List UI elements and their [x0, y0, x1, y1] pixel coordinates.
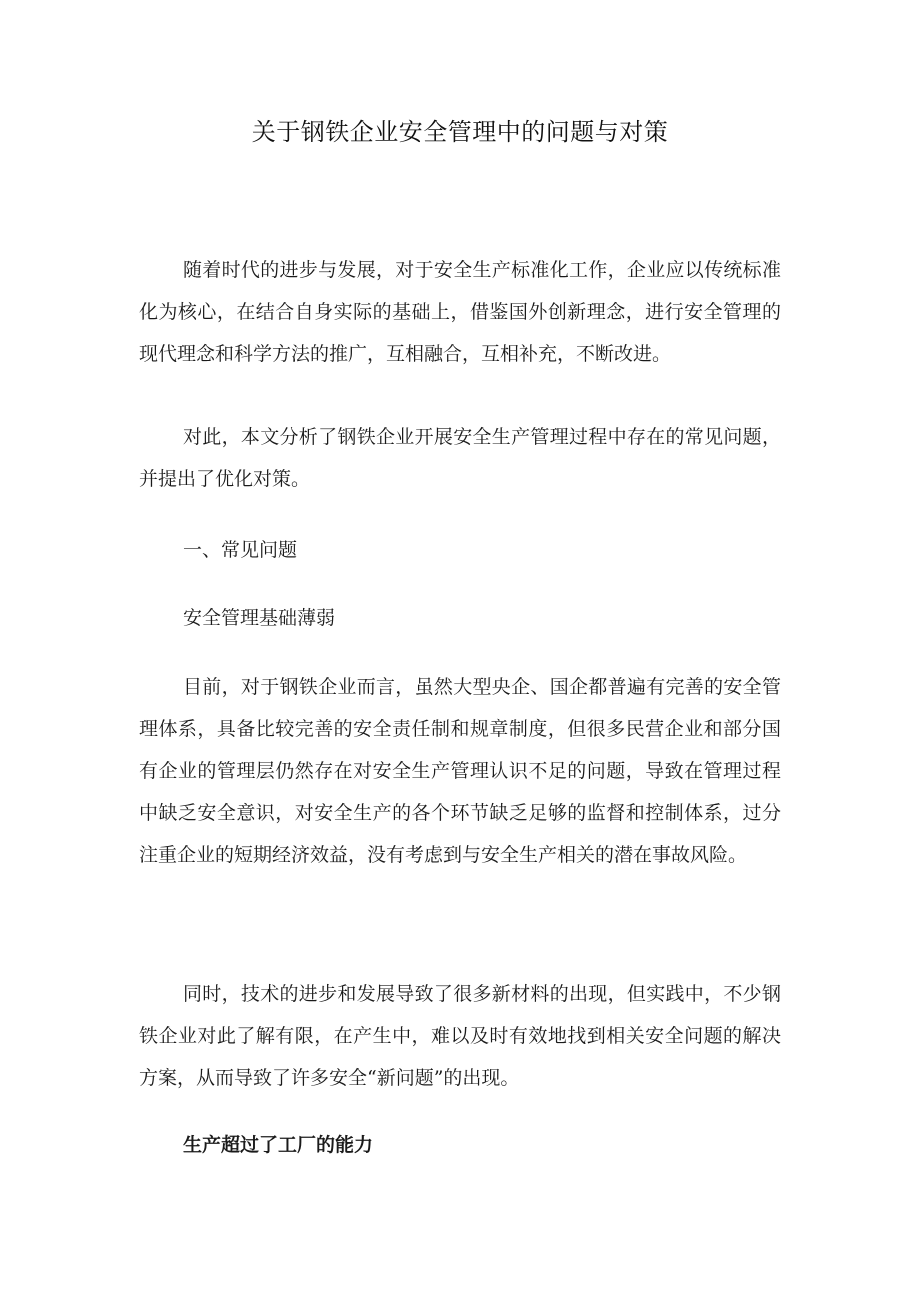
subheading-weak-safety-basis: 安全管理基础薄弱: [183, 607, 336, 629]
paragraph-scope: 对此，本文分析了钢铁企业开展安全生产管理过程中存在的常见问题，并提出了优化对策。: [139, 426, 781, 490]
document-title: 关于钢铁企业安全管理中的问题与对策: [251, 118, 669, 146]
paragraph-weak-basis: 目前，对于钢铁企业而言，虽然大型央企、国企都普遍有完善的安全管理体系，具备比较完善的安全责任制和规章制度，但很多民营企业和部分国有企业的管理层仍然存在对安全生产管理认识不足的问题，导致在管理过程中缺乏安全意识，对安全生产的各个环节缺乏足够的监督和控制体系，过分注重企业的短期经济效益，没有考虑到与安全生产相关的潜在事故风险。: [139, 676, 781, 866]
subheading-over-capacity: 生产超过了工厂的能力: [183, 1134, 374, 1156]
section-heading-common-problems: 一、常见问题: [183, 539, 298, 561]
paragraph-new-materials: 同时，技术的进步和发展导致了很多新材料的出现，但实践中，不少钢铁企业对此了解有限，在产生中，难以及时有效地找到相关安全问题的解决方案，从而导致了许多安全“新问题”的出现。: [139, 983, 781, 1089]
paragraph-intro: 随着时代的进步与发展，对于安全生产标准化工作，企业应以传统标准化为核心，在结合自身实际的基础上，借鉴国外创新理念，进行安全管理的现代理念和科学方法的推广，互相融合，互相补充，不断改进。: [139, 259, 781, 365]
